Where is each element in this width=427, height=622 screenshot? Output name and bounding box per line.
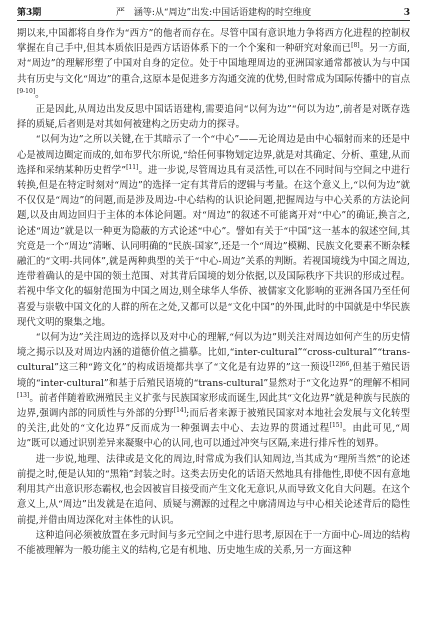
- body-paragraph: [17, 26, 410, 102]
- body-paragraph: [17, 330, 410, 452]
- paragraph-text: 。由此可见,“周边”既可以通过识别差异来凝聚中心的认同,也可以通过冲突与区隔,来进行排斥性的划界。: [17, 423, 410, 450]
- running-title: 严 涵等:从“周边”出发:中国话语建构的时空维度: [115, 8, 312, 18]
- paragraph-text: “以何为边”关注周边的选择以及对中心的理解,“何以为边”则关注对周边如何产生的历史情境之揭示以及对周边内涵的道德价值之描摹。比如,“inter-cultural”“cross-cultural”“trans-cultural”这三种“跨文化”的构成语境都共享了“文化是有边界的”这一预设: [17, 332, 410, 374]
- citation-ref: [8]: [351, 42, 360, 50]
- running-header: [17, 6, 410, 21]
- article-body: [17, 26, 410, 618]
- citation-ref: [11]: [126, 163, 139, 171]
- body-paragraph: [17, 102, 410, 132]
- citation-ref: [14]: [173, 406, 187, 414]
- paragraph-text: “以何为边”之所以关键,在于其暗示了一个“中心”——无论周边是由中心辐射而来的还是中心是被周边圈定而成的,如布罗代尔所说,“给任何事物划定边界,就是对其确定、分析、重建,从而选择和采纳某种历史哲学”: [17, 134, 410, 176]
- paragraph-text: ;而后者来源于被殖民国家对本地社会发展与文化转型的关注,此处的“文化边界”反而成为一种强调去中心、去边界的贯通过程: [17, 408, 410, 435]
- citation-ref: [13]: [17, 391, 30, 399]
- citation-ref: [15]: [329, 422, 342, 430]
- paragraph-text: ,但基于殖民语境的“inter-cultural”和基于后殖民语境的“trans-cultural”显然对于“文化边界”的理解不相同: [17, 362, 410, 389]
- paragraph-text: 正是因此,从周边出发反思中国话语建构,需要追问“以何为边”“何以为边”,前者是对既存选择的质疑,后者则是对其如何被建构之历史动力的探寻。: [17, 104, 410, 131]
- paragraph-text: 。前者伴随着欧洲殖民主义扩张与民族国家形成而诞生,因此其“文化边界”就是种族与民族的边界,强调内部的同质性与外部的分野: [17, 392, 410, 420]
- body-paragraph: [17, 132, 410, 330]
- paragraph-text: 这种追问必须被放置在多元时间与多元空间之中进行思考,原因在于一方面中心-周边的结构不能被理解为一般功能主义的结构,它是有机地、历史地生成的关系,另一方面这种: [17, 529, 410, 556]
- body-paragraph: [17, 528, 410, 558]
- paragraph-text: 进一步说,地理、法律或是文化的周边,时常成为我们认知周边,当其成为“理所当然”的论述前提之时,便是认知的“黑箱”封装之时。这类去历史化的话语天然地具有排他性,即使不因有意地利用其产出意识形态霸权,也会因被盲目接受而产生文化无意识,从而导致文化自大问题。在这个意义上,从“周边”出发就是在追问、质疑与溯源的过程之中廓清周边与中心相关论述背后的隐性前提,并借由周边深化对主体性的认识。: [17, 453, 410, 526]
- paragraph-text: 期以来,中国都将自身作为“西方”的他者而存在。尽管中国有意识地力争将西方化进程的控制权掌握在自己手中,但其本质依旧是西方话语体系下的一个个案和一种研究对象而已: [17, 28, 410, 55]
- body-paragraph: [17, 452, 410, 528]
- paragraph-text: 。进一步说,尽管周边具有灵活性,可以在不同时间与空间之中进行转换,但是在特定时刻对“周边”的选择一定有其背后的逻辑与考量。在这个意义上,“以何为边”就不仅仅是“周边”的问题,而是涉及周边-中心结构的认识论问题,把握周边与中心关系的方法论问题,以及由周边回归于主体的本体论问题。对“周边”的叙述不可能离开对“中心”的确证,换言之,论述“周边”就是以一种更为隐蔽的方式论述“中心”。譬如有关于“中国”这一基本的叙述空间,其究竟是一个“周边”清晰、认同明确的“民族-国家”,还是一个“周边”模糊、民族文化要素不断杂糅融汇的“文明-共同体”,就是两种典型的关于“中心-周边”关系的判断。若视国境线为中国之周边,连带着确认的是中国的领土范围、对其背后国境的划分依据,以及国际秩序下共识的形成过程。若视中华文化的辐射范围为中国之周边,则全球华人华侨、被儒家文化影响的亚洲各国乃至任何喜爱与崇敬中国文化的人群的所在之处,又都可以是“文化中国”的外围,此时的中国就是中华民族现代文明的聚集之地。: [17, 164, 410, 328]
- page-number: 3: [403, 8, 410, 18]
- paragraph-text: 。另一方面,对“周边”的理解形塑了中国对自身的定位。处于中国地理周边的亚洲国家通常都被认为与中国共有历史与文化“周边”的重合,这原本是促进多方沟通交流的优势,但时常成为国际传播中的盲点: [17, 43, 410, 85]
- issue-number: 第3期: [17, 8, 42, 18]
- citation-ref: [9-10]: [17, 87, 36, 95]
- citation-ref: [12]66: [329, 361, 350, 369]
- paragraph-text: 。: [35, 88, 45, 100]
